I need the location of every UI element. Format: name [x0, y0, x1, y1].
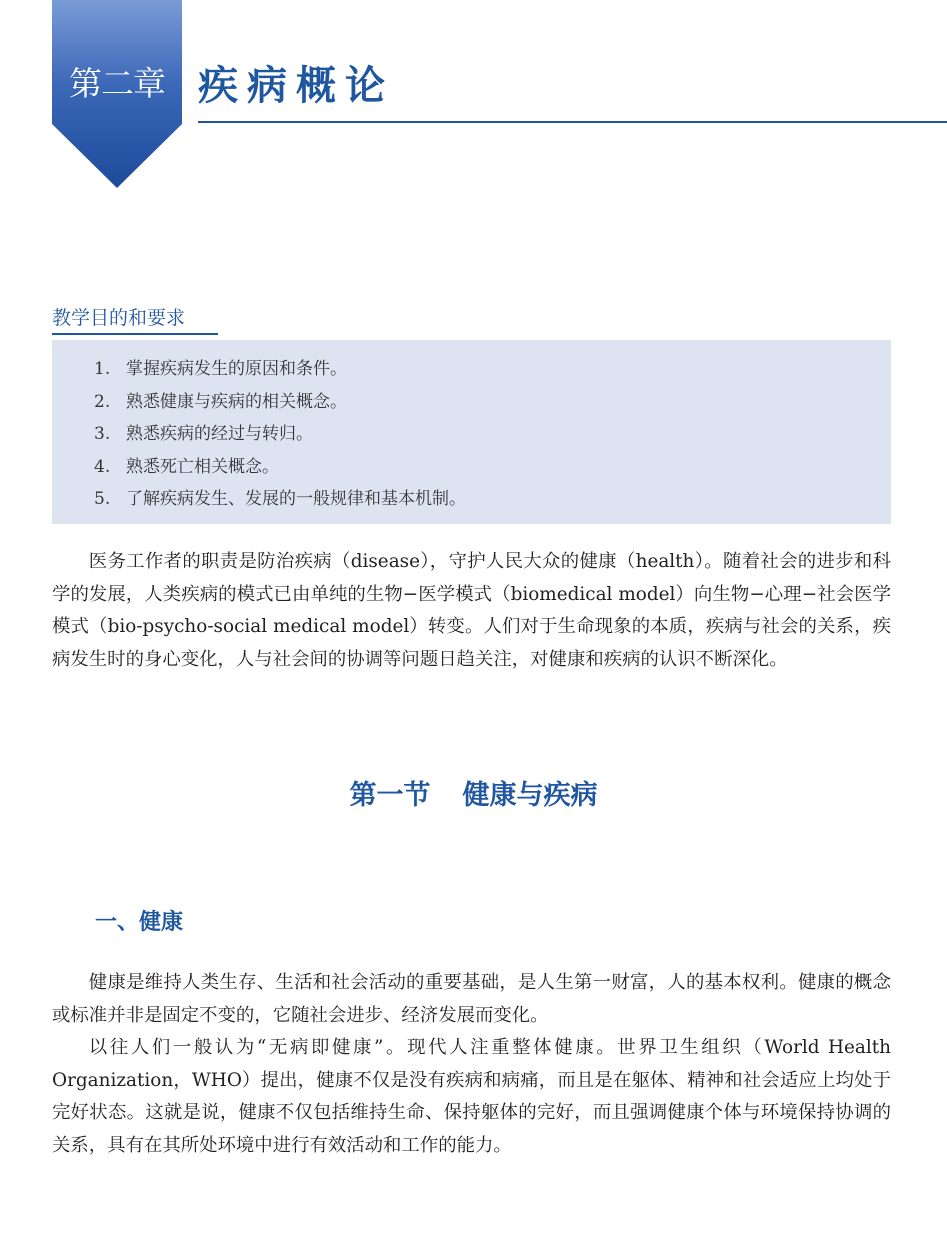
- objective-item: [94, 353, 466, 386]
- objectives-list: [94, 353, 466, 516]
- objective-text: 熟悉死亡相关概念。: [126, 456, 279, 477]
- objective-number: 1.: [94, 359, 111, 379]
- objective-item: [94, 451, 466, 484]
- section-title: 健康与疾病: [462, 780, 598, 811]
- objective-text: 熟悉疾病的经过与转归。: [126, 424, 313, 444]
- intro-paragraph: 医务工作者的职责是防治疾病（disease），守护人民大众的健康（health）。随着社会的进步和科学的发展，人类疾病的模式已由单纯的生物−医学模式（biomedical model）向生物−心理−社会医学模式（bio-psycho-social medical model）转变。人们对于生命现象的本质，疾病与社会的关系，疾病发生时的身心变化，人与社会间的协调等问题日趋关注，对健康和疾病的认识不断深化。: [52, 551, 891, 670]
- objectives-heading: 教学目的和要求: [52, 307, 186, 329]
- objectives-heading-rule: [52, 333, 218, 335]
- objective-text: 熟悉健康与疾病的相关概念。: [126, 391, 347, 412]
- objective-number: 4.: [94, 456, 111, 477]
- health-paragraph-1: 健康是维持人类生存、生活和社会活动的重要基础，是人生第一财富，人的基本权利。健康的概念或标准并非是固定不变的，它随社会进步、经济发展而变化。: [52, 972, 891, 1026]
- objective-number: 3.: [94, 424, 111, 444]
- objective-text: 掌握疾病发生的原因和条件。: [126, 359, 347, 379]
- chapter-number: 第二章: [69, 64, 165, 103]
- objectives-box: [52, 340, 891, 524]
- objective-text: 了解疾病发生、发展的一般规律和基本机制。: [126, 489, 466, 509]
- objective-number: 5.: [94, 489, 111, 509]
- health-paragraph-2: 以往人们一般认为“无病即健康”。现代人注重整体健康。世界卫生组织（World Health Organization，WHO）提出，健康不仅是没有疾病和病痛，而且是在躯体、精神和社会适应上均处于完好状态。这就是说，健康不仅包括维持生命、保持躯体的完好，而且强调健康个体与环境保持协调的关系，具有在其所处环境中进行有效活动和工作的能力。: [52, 1037, 891, 1156]
- objective-item: [94, 483, 466, 516]
- section-number: 第一节: [349, 780, 431, 811]
- section-heading: [0, 776, 947, 816]
- objective-item: [94, 418, 466, 451]
- chapter-tab: [52, 0, 182, 188]
- chapter-title: 疾病概论: [198, 62, 394, 109]
- chapter-title-rule: [198, 121, 947, 123]
- subsection-heading: 一、健康: [95, 910, 184, 935]
- objective-item: [94, 386, 466, 419]
- objective-number: 2.: [94, 391, 111, 412]
